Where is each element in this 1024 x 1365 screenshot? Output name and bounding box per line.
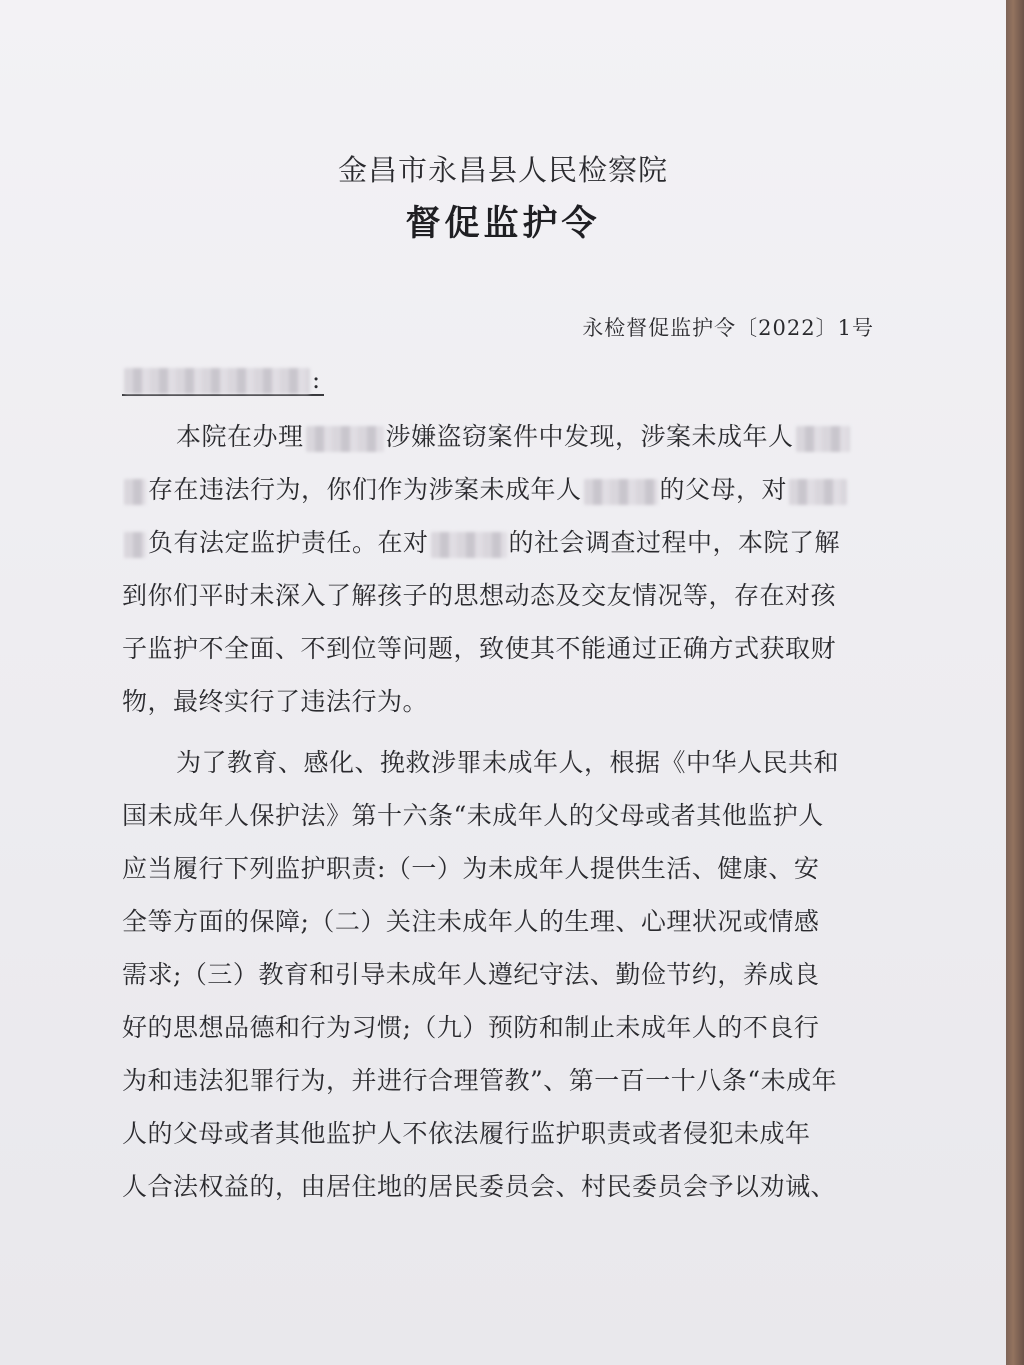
text-segment: 负有法定监护责任。在对 <box>148 528 429 557</box>
paragraph-findings <box>122 410 880 728</box>
redacted-name <box>124 479 146 505</box>
text-segment: 的社会调查过程中，本院了解 <box>508 528 841 557</box>
addressee-line <box>122 366 324 396</box>
issuing-organization: 金昌市永昌县人民检察院 <box>337 153 668 187</box>
addressee-underline <box>122 366 324 397</box>
paragraph-line: 物，最终实行了违法行为。 <box>122 687 429 716</box>
paragraph-line: 需求;（三）教育和引导未成年人遵纪守法、勤俭节约，养成良 <box>122 960 820 989</box>
redacted-name <box>124 532 146 558</box>
paragraph-line: 好的思想品德和行为习惯;（九）预防和制止未成年人的不良行 <box>122 1013 820 1042</box>
redacted-name <box>431 532 507 558</box>
redacted-name <box>796 426 850 452</box>
paragraph-line <box>122 516 880 569</box>
text-segment: 本院在办理 <box>176 422 304 451</box>
paragraph-line: 人的父母或者其他监护人不依法履行监护职责或者侵犯未成年 <box>122 1119 811 1148</box>
addressee-colon: : <box>312 365 321 394</box>
document-title: 督促监护令 <box>405 204 601 244</box>
table-edge <box>1006 0 1024 1365</box>
text-segment: 涉嫌盗窃案件中发现，涉案未成年人 <box>385 422 794 451</box>
redacted-addressee-name <box>124 368 310 394</box>
paragraph-line: 全等方面的保障;（二）关注未成年人的生理、心理状况或情感 <box>122 907 820 936</box>
paragraph-line: 为和违法犯罪行为，并进行合理管教”、第一百一十八条“未成年 <box>122 1066 838 1095</box>
paragraph-line <box>122 410 880 463</box>
redacted-name <box>789 479 847 505</box>
paragraph-line: 应当履行下列监护职责:（一）为未成年人提供生活、健康、安 <box>122 854 820 883</box>
paragraph-line <box>122 463 880 516</box>
paragraph-legal-basis <box>122 736 880 1213</box>
document-number: 永检督促监护令〔2022〕1号 <box>582 316 874 340</box>
paragraph-line: 子监护不全面、不到位等问题，致使其不能通过正确方式获取财 <box>122 634 837 663</box>
paragraph-line: 到你们平时未深入了解孩子的思想动态及交友情况等，存在对孩 <box>122 581 837 610</box>
paragraph-line: 人合法权益的，由居住地的居民委员会、村民委员会予以劝诫、 <box>122 1172 837 1201</box>
paragraph-line: 国未成年人保护法》第十六条“未成年人的父母或者其他监护人 <box>122 801 824 830</box>
redacted-name <box>306 426 384 452</box>
text-segment: 存在违法行为，你们作为涉案未成年人 <box>148 475 582 504</box>
text-segment: 的父母，对 <box>659 475 788 504</box>
redacted-name <box>584 479 658 505</box>
paragraph-line: 为了教育、感化、挽救涉罪未成年人，根据《中华人民共和 <box>176 748 840 777</box>
